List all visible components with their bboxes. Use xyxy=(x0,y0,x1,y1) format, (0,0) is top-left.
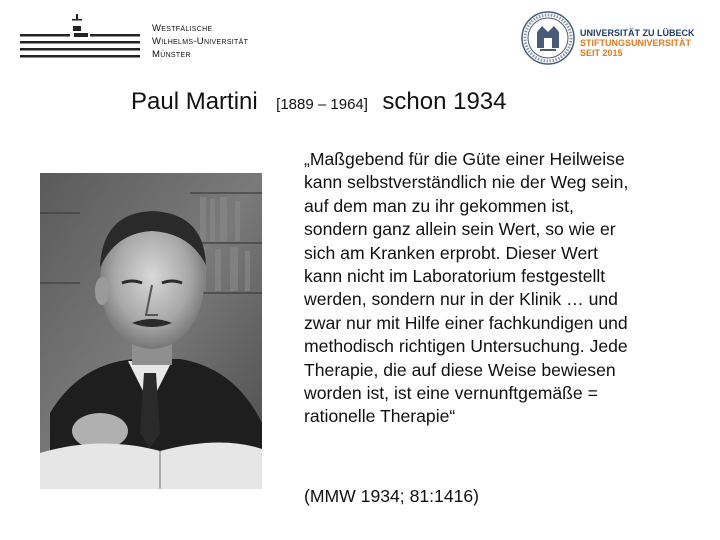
quote-citation: (MMW 1934; 81:1416) xyxy=(304,486,480,506)
uzl-line-1: UNIVERSITÄT ZU LÜBECK xyxy=(580,28,695,38)
wwu-logo xyxy=(18,12,278,72)
wwu-line-2: Wilhelms-Universität xyxy=(152,36,249,47)
uzl-line-3: SEIT 2015 xyxy=(580,48,623,58)
uzl-logo xyxy=(520,8,715,70)
quote-line: rationelle Therapie“ xyxy=(304,406,456,427)
uzl-line-2: STIFTUNGSUNIVERSITÄT xyxy=(580,38,692,48)
portrait-photo xyxy=(40,173,262,489)
quote-line: worden ist, ist eine vernunftgemäße = xyxy=(304,383,598,404)
title-since: schon 1934 xyxy=(382,88,507,115)
wwu-line-3: Münster xyxy=(152,49,191,60)
quote-line: auf dem man zu ihr gekommen ist, xyxy=(304,195,574,216)
wwu-emblem-icon xyxy=(18,12,148,72)
quote-line: werden, sondern nur in der Klinik … und xyxy=(304,289,618,310)
title-name: Paul Martini xyxy=(131,88,258,115)
university-seal-icon xyxy=(520,10,576,66)
portrait-photo-icon xyxy=(40,173,262,489)
uzl-wordmark xyxy=(580,28,720,58)
quote-line: „Maßgebend für die Güte einer Heilweise xyxy=(304,149,625,169)
wwu-wordmark xyxy=(152,22,282,61)
quote-line: sich am Kranken erprobt. Dieser Wert xyxy=(304,242,598,263)
quote-line: kann nicht im Laboratorium festgestellt xyxy=(304,266,606,287)
quote-line: methodisch richtigen Untersuchung. Jede xyxy=(304,336,628,357)
quote-line: sondern ganz allein sein Wert, so wie er xyxy=(304,219,616,240)
quote-line: Therapie, die auf diese Weise bewiesen xyxy=(304,359,616,380)
slide-title xyxy=(131,88,507,124)
quote-line: kann selbstverständlich nie der Weg sein, xyxy=(304,172,629,193)
wwu-line-1: Westfälische xyxy=(152,23,213,34)
title-years: [1889 – 1964] xyxy=(276,96,368,113)
quote-text xyxy=(304,148,704,429)
quote-line: zwar nur mit Hilfe einer fachkundigen und xyxy=(304,312,628,333)
